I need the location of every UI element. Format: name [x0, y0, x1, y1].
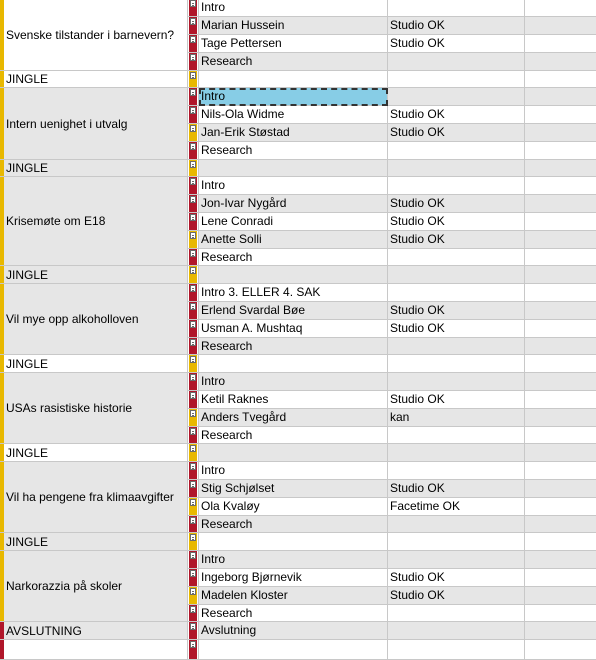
guest-name-cell[interactable]: Ola Kvaløy: [199, 498, 388, 516]
document-icon[interactable]: [190, 89, 196, 96]
status-cell[interactable]: [388, 88, 525, 106]
status-cell[interactable]: [388, 462, 525, 480]
topic-color-stripe: [0, 551, 4, 621]
guest-name-cell[interactable]: Ingeborg Bjørnevik: [199, 569, 388, 587]
guest-name-cell[interactable]: Intro: [199, 462, 388, 480]
extra-cell[interactable]: [525, 0, 596, 17]
row-status-marker[interactable]: [188, 213, 199, 231]
guest-name-cell[interactable]: Lene Conradi: [199, 213, 388, 231]
extra-cell[interactable]: [525, 35, 596, 53]
status-cell[interactable]: Studio OK: [388, 320, 525, 338]
extra-cell[interactable]: [525, 195, 596, 213]
extra-cell[interactable]: [525, 373, 596, 391]
status-cell[interactable]: Studio OK: [388, 231, 525, 249]
guest-name-cell[interactable]: Erlend Svardal Bøe: [199, 302, 388, 320]
topic-cell[interactable]: [0, 88, 188, 160]
row-status-marker[interactable]: [188, 427, 199, 444]
extra-cell[interactable]: [525, 338, 596, 355]
document-icon[interactable]: [190, 534, 196, 541]
status-cell[interactable]: [388, 355, 525, 373]
extra-cell[interactable]: [525, 231, 596, 249]
status-cell[interactable]: [388, 266, 525, 284]
extra-cell[interactable]: [525, 320, 596, 338]
document-icon[interactable]: [190, 178, 196, 185]
extra-cell[interactable]: [525, 17, 596, 35]
topic-cell[interactable]: [0, 177, 188, 266]
extra-cell[interactable]: [525, 640, 596, 660]
row-status-marker[interactable]: [188, 17, 199, 35]
topic-color-stripe: [0, 355, 4, 372]
row-status-marker[interactable]: [188, 338, 199, 355]
row-status-marker[interactable]: [188, 551, 199, 569]
guest-name-cell[interactable]: [199, 533, 388, 551]
guest-name-cell[interactable]: Stig Schjølset: [199, 480, 388, 498]
topic-label: JINGLE: [6, 356, 49, 371]
document-icon[interactable]: [190, 303, 196, 310]
guest-name-cell[interactable]: Research: [199, 249, 388, 266]
topic-label: JINGLE: [6, 72, 49, 86]
topic-label: Vil mye opp alkoholloven: [6, 312, 139, 326]
extra-cell[interactable]: [525, 355, 596, 373]
document-icon[interactable]: [190, 321, 196, 328]
guest-name-cell[interactable]: Research: [199, 516, 388, 533]
document-icon[interactable]: [190, 641, 196, 648]
status-cell[interactable]: Studio OK: [388, 35, 525, 53]
topic-cell[interactable]: [0, 373, 188, 444]
guest-name-cell[interactable]: Intro: [199, 88, 388, 106]
guest-name-cell[interactable]: Jon-Ivar Nygård: [199, 195, 388, 213]
status-cell[interactable]: [388, 284, 525, 302]
guest-name-cell[interactable]: [199, 640, 388, 660]
topic-label: Intern uenighet i utvalg: [6, 116, 128, 131]
extra-cell[interactable]: [525, 551, 596, 569]
status-cell[interactable]: [388, 551, 525, 569]
row-status-marker[interactable]: [188, 605, 199, 622]
document-icon[interactable]: [190, 18, 196, 25]
extra-cell[interactable]: [525, 444, 596, 462]
guest-name-cell[interactable]: Intro: [199, 373, 388, 391]
extra-cell[interactable]: [525, 213, 596, 231]
row-status-marker[interactable]: [188, 533, 199, 551]
status-cell[interactable]: [388, 373, 525, 391]
topic-cell[interactable]: [0, 640, 188, 660]
topic-cell[interactable]: [0, 0, 188, 71]
document-icon[interactable]: [190, 623, 196, 630]
status-cell[interactable]: [388, 142, 525, 160]
document-icon[interactable]: [190, 356, 196, 363]
extra-cell[interactable]: [525, 569, 596, 587]
document-icon[interactable]: [190, 339, 196, 346]
row-status-marker[interactable]: [188, 373, 199, 391]
status-cell[interactable]: [388, 533, 525, 551]
status-cell[interactable]: [388, 338, 525, 355]
row-status-marker[interactable]: [188, 409, 199, 427]
status-cell[interactable]: Studio OK: [388, 587, 525, 605]
guest-name-cell[interactable]: Intro: [199, 177, 388, 195]
status-cell[interactable]: [388, 249, 525, 266]
guest-name-cell[interactable]: Research: [199, 338, 388, 355]
extra-cell[interactable]: [525, 177, 596, 195]
document-icon[interactable]: [190, 606, 196, 613]
row-status-marker[interactable]: [188, 35, 199, 53]
extra-cell[interactable]: [525, 142, 596, 160]
document-icon[interactable]: [190, 107, 196, 114]
guest-name-cell[interactable]: Marian Hussein: [199, 17, 388, 35]
topic-label: Vil ha pengene fra klimaavgifter: [6, 490, 174, 504]
row-status-marker[interactable]: [188, 106, 199, 124]
status-cell[interactable]: Studio OK: [388, 124, 525, 142]
document-icon[interactable]: [190, 161, 196, 168]
row-status-marker[interactable]: [188, 569, 199, 587]
guest-name-cell[interactable]: Avslutning: [199, 622, 388, 640]
guest-name-cell[interactable]: Intro: [199, 0, 388, 17]
row-status-marker[interactable]: [188, 231, 199, 249]
topic-color-stripe: [0, 71, 4, 87]
row-status-marker[interactable]: [188, 195, 199, 213]
document-icon[interactable]: [190, 392, 196, 399]
status-cell[interactable]: [388, 177, 525, 195]
document-icon[interactable]: [190, 232, 196, 239]
topic-color-stripe: [0, 622, 4, 639]
topic-cell[interactable]: [0, 462, 188, 533]
row-status-marker[interactable]: [188, 124, 199, 142]
row-status-marker[interactable]: [188, 516, 199, 533]
jingle-cell[interactable]: [0, 444, 188, 462]
guest-name-cell[interactable]: Nils-Ola Widme: [199, 106, 388, 124]
guest-name-cell[interactable]: [199, 355, 388, 373]
document-icon[interactable]: [190, 410, 196, 417]
extra-cell[interactable]: [525, 71, 596, 88]
extra-cell[interactable]: [525, 249, 596, 266]
status-cell[interactable]: [388, 640, 525, 660]
topic-color-stripe: [0, 177, 4, 265]
document-icon[interactable]: [190, 428, 196, 435]
topic-color-stripe: [0, 444, 4, 461]
extra-cell[interactable]: [525, 106, 596, 124]
guest-name-cell[interactable]: Tage Pettersen: [199, 35, 388, 53]
status-cell[interactable]: [388, 0, 525, 17]
row-status-marker[interactable]: [188, 284, 199, 302]
status-cell[interactable]: [388, 622, 525, 640]
extra-cell[interactable]: [525, 462, 596, 480]
row-status-marker[interactable]: [188, 302, 199, 320]
document-icon[interactable]: [190, 552, 196, 559]
document-icon[interactable]: [190, 196, 196, 203]
row-status-marker[interactable]: [188, 444, 199, 462]
document-icon[interactable]: [190, 570, 196, 577]
status-cell[interactable]: [388, 516, 525, 533]
extra-cell[interactable]: [525, 516, 596, 533]
guest-name-cell[interactable]: Research: [199, 142, 388, 160]
topic-label: Narkorazzia på skoler: [6, 579, 123, 593]
extra-cell[interactable]: [525, 266, 596, 284]
topic-cell[interactable]: [0, 551, 188, 622]
status-cell[interactable]: Studio OK: [388, 17, 525, 35]
row-status-marker[interactable]: [188, 142, 199, 160]
status-cell[interactable]: [388, 444, 525, 462]
document-icon[interactable]: [190, 143, 196, 150]
topic-label: AVSLUTNING: [6, 623, 82, 638]
topic-label: JINGLE: [6, 534, 49, 549]
guest-name-cell[interactable]: [199, 160, 388, 177]
topic-label: Krisemøte om E18: [6, 214, 106, 228]
extra-cell[interactable]: [525, 391, 596, 409]
status-cell[interactable]: Studio OK: [388, 302, 525, 320]
status-cell[interactable]: Facetime OK: [388, 498, 525, 516]
jingle-cell[interactable]: [0, 266, 188, 284]
guest-name-cell[interactable]: Ketil Raknes: [199, 391, 388, 409]
document-icon[interactable]: [190, 72, 196, 79]
topic-cell[interactable]: [0, 284, 188, 355]
row-status-marker[interactable]: [188, 320, 199, 338]
document-icon[interactable]: [190, 374, 196, 381]
extra-cell[interactable]: [525, 284, 596, 302]
row-status-marker[interactable]: [188, 0, 199, 17]
document-icon[interactable]: [190, 499, 196, 506]
guest-name-cell[interactable]: Intro 3. ELLER 4. SAK: [199, 284, 388, 302]
guest-name-cell[interactable]: [199, 71, 388, 88]
row-status-marker[interactable]: [188, 640, 199, 660]
topic-color-stripe: [0, 462, 4, 532]
extra-cell[interactable]: [525, 533, 596, 551]
guest-name-cell[interactable]: Research: [199, 427, 388, 444]
topic-label: JINGLE: [6, 161, 49, 175]
document-icon[interactable]: [190, 517, 196, 524]
document-icon[interactable]: [190, 36, 196, 43]
document-icon[interactable]: [190, 267, 196, 274]
guest-name-cell[interactable]: Madelen Kloster: [199, 587, 388, 605]
document-icon[interactable]: [190, 588, 196, 595]
row-status-marker[interactable]: [188, 355, 199, 373]
guest-name-cell[interactable]: Usman A. Mushtaq: [199, 320, 388, 338]
extra-cell[interactable]: [525, 498, 596, 516]
row-status-marker[interactable]: [188, 587, 199, 605]
document-icon[interactable]: [190, 285, 196, 292]
document-icon[interactable]: [190, 125, 196, 132]
status-cell[interactable]: kan: [388, 409, 525, 427]
row-status-marker[interactable]: [188, 88, 199, 106]
row-status-marker[interactable]: [188, 622, 199, 640]
status-cell[interactable]: [388, 605, 525, 622]
status-cell[interactable]: Studio OK: [388, 195, 525, 213]
topic-color-stripe: [0, 0, 4, 70]
guest-name-cell[interactable]: Anette Solli: [199, 231, 388, 249]
row-status-marker[interactable]: [188, 498, 199, 516]
topic-color-stripe: [0, 373, 4, 443]
topic-cell[interactable]: [0, 622, 188, 640]
extra-cell[interactable]: [525, 427, 596, 444]
jingle-cell[interactable]: [0, 71, 188, 88]
status-cell[interactable]: Studio OK: [388, 391, 525, 409]
status-cell[interactable]: Studio OK: [388, 213, 525, 231]
topic-label: USAs rasistiske historie: [6, 401, 133, 415]
topic-color-stripe: [0, 533, 4, 550]
row-status-marker[interactable]: [188, 266, 199, 284]
status-cell[interactable]: [388, 160, 525, 177]
status-cell[interactable]: Studio OK: [388, 106, 525, 124]
status-cell[interactable]: [388, 71, 525, 88]
status-cell[interactable]: Studio OK: [388, 480, 525, 498]
guest-name-cell[interactable]: Jan-Erik Støstad: [199, 124, 388, 142]
document-icon[interactable]: [190, 0, 196, 7]
extra-cell[interactable]: [525, 53, 596, 71]
extra-cell[interactable]: [525, 88, 596, 106]
extra-cell[interactable]: [525, 622, 596, 640]
jingle-cell[interactable]: [0, 160, 188, 177]
guest-name-cell[interactable]: [199, 266, 388, 284]
extra-cell[interactable]: [525, 124, 596, 142]
guest-name-cell[interactable]: Anders Tvegård: [199, 409, 388, 427]
status-cell[interactable]: [388, 427, 525, 444]
topic-color-stripe: [0, 284, 4, 354]
guest-name-cell[interactable]: Research: [199, 605, 388, 622]
status-cell[interactable]: Studio OK: [388, 569, 525, 587]
topic-label: JINGLE: [6, 267, 49, 282]
document-icon[interactable]: [190, 463, 196, 470]
row-status-marker[interactable]: [188, 391, 199, 409]
extra-cell[interactable]: [525, 409, 596, 427]
extra-cell[interactable]: [525, 480, 596, 498]
extra-cell[interactable]: [525, 160, 596, 177]
extra-cell[interactable]: [525, 605, 596, 622]
row-status-marker[interactable]: [188, 480, 199, 498]
guest-name-cell[interactable]: [199, 444, 388, 462]
document-icon[interactable]: [190, 250, 196, 257]
document-icon[interactable]: [190, 445, 196, 452]
row-status-marker[interactable]: [188, 53, 199, 71]
document-icon[interactable]: [190, 481, 196, 488]
topic-color-stripe: [0, 160, 4, 176]
guest-name-cell[interactable]: Intro: [199, 551, 388, 569]
row-status-marker[interactable]: [188, 249, 199, 266]
row-status-marker[interactable]: [188, 177, 199, 195]
topic-color-stripe: [0, 266, 4, 283]
jingle-cell[interactable]: [0, 533, 188, 551]
extra-cell[interactable]: [525, 302, 596, 320]
extra-cell[interactable]: [525, 587, 596, 605]
topic-label: Svenske tilstander i barnevern?: [6, 27, 175, 42]
document-icon[interactable]: [190, 214, 196, 221]
row-status-marker[interactable]: [188, 462, 199, 480]
row-status-marker[interactable]: [188, 71, 199, 88]
document-icon[interactable]: [190, 54, 196, 61]
row-status-marker[interactable]: [188, 160, 199, 177]
guest-name-cell[interactable]: Research: [199, 53, 388, 71]
topic-color-stripe: [0, 88, 4, 159]
topic-label: JINGLE: [6, 445, 49, 460]
status-cell[interactable]: [388, 53, 525, 71]
jingle-cell[interactable]: [0, 355, 188, 373]
